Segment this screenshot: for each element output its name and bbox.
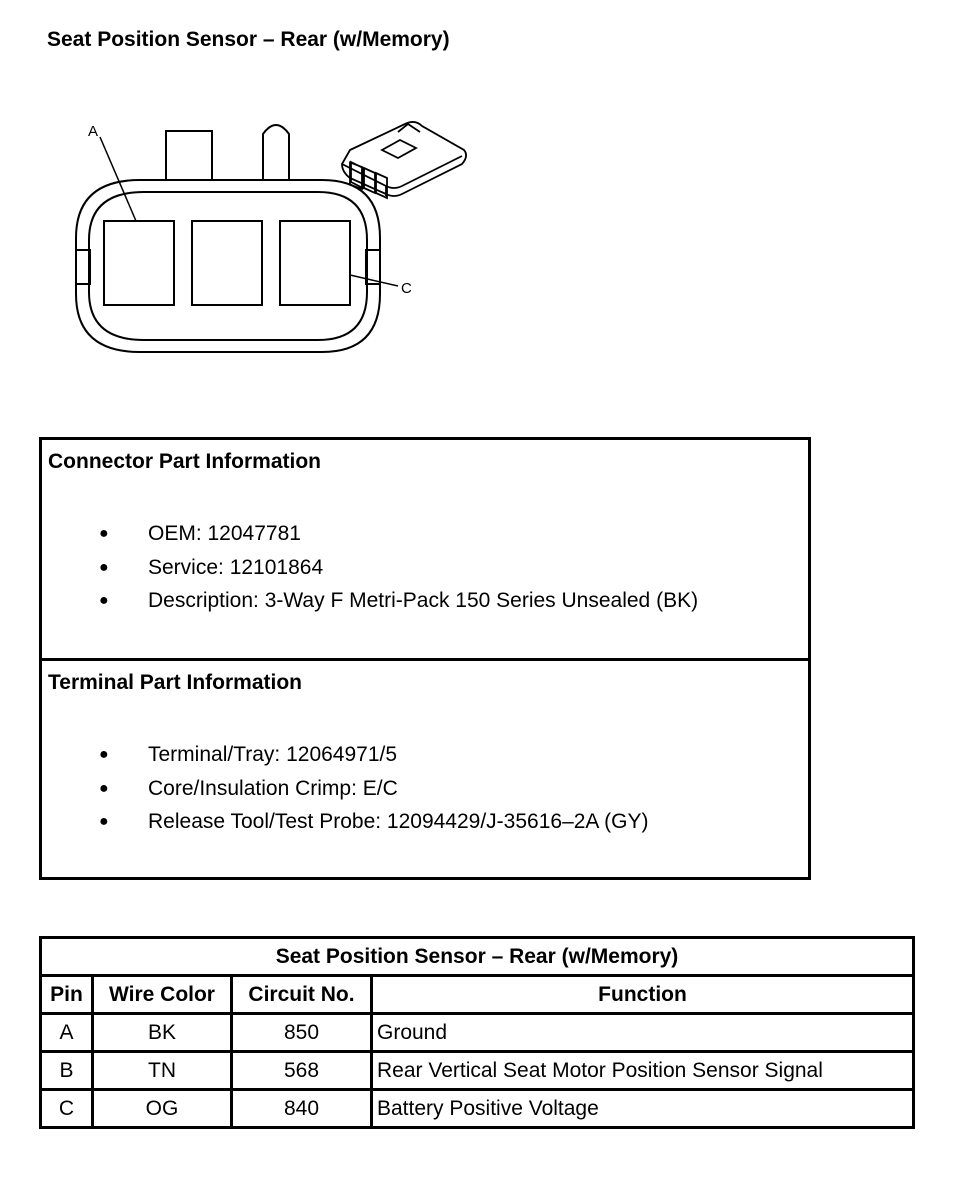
bullet-icon: ● — [99, 746, 109, 763]
pin-c-label: C — [401, 280, 412, 297]
table-row — [41, 1052, 914, 1090]
connector-description: Description: 3-Way F Metri-Pack 150 Series Unsealed (BK) — [148, 589, 699, 612]
connector-latch-tab — [166, 131, 212, 181]
col-header-function: Function — [372, 976, 914, 1014]
pin-a-label: A — [88, 123, 99, 140]
connector-oem: OEM: 12047781 — [148, 522, 301, 545]
table-row — [41, 1014, 914, 1052]
connector-info-section — [42, 440, 808, 661]
table-title: Seat Position Sensor – Rear (w/Memory) — [41, 938, 914, 976]
table-row — [41, 1090, 914, 1128]
terminal-crimp: Core/Insulation Crimp: E/C — [148, 776, 398, 800]
table-title-row — [41, 938, 914, 976]
bullet-icon: ● — [99, 525, 109, 542]
cell-pin: C — [41, 1090, 93, 1128]
connector-diagram — [60, 110, 490, 370]
part-info-box — [39, 437, 811, 880]
cell-pin: B — [41, 1052, 93, 1090]
col-header-wire-color: Wire Color — [93, 976, 232, 1014]
bullet-icon: ● — [99, 779, 109, 797]
cell-wire-color: TN — [93, 1052, 232, 1090]
terminal-info-section — [42, 661, 808, 877]
terminal-release-tool: Release Tool/Test Probe: 12094429/J-35616–2A (GY) — [148, 810, 649, 833]
connector-outer-shell — [76, 180, 380, 352]
bullet-icon: ● — [99, 558, 109, 576]
terminal-tray: Terminal/Tray: 12064971/5 — [148, 743, 398, 766]
cell-wire-color: BK — [93, 1014, 232, 1052]
cell-circuit: 850 — [232, 1014, 372, 1052]
bullet-icon: ● — [99, 592, 109, 609]
connector-service: Service: 12101864 — [148, 555, 324, 579]
terminal-info-heading: Terminal Part Information — [48, 671, 302, 694]
col-header-pin: Pin — [41, 976, 93, 1014]
cell-pin: A — [41, 1014, 93, 1052]
page-title: Seat Position Sensor – Rear (w/Memory) — [47, 28, 450, 51]
connector-info-heading: Connector Part Information — [48, 450, 322, 473]
cell-circuit: 568 — [232, 1052, 372, 1090]
cell-circuit: 840 — [232, 1090, 372, 1128]
bullet-icon: ● — [99, 813, 109, 830]
cell-wire-color: OG — [93, 1090, 232, 1128]
col-header-circuit: Circuit No. — [232, 976, 372, 1014]
pinout-table — [39, 936, 915, 1129]
cell-function: Rear Vertical Seat Motor Position Sensor Signal — [372, 1052, 914, 1090]
cell-function: Ground — [372, 1014, 914, 1052]
cell-function: Battery Positive Voltage — [372, 1090, 914, 1128]
table-header-row — [41, 976, 914, 1014]
connector-3d-view — [342, 122, 466, 198]
